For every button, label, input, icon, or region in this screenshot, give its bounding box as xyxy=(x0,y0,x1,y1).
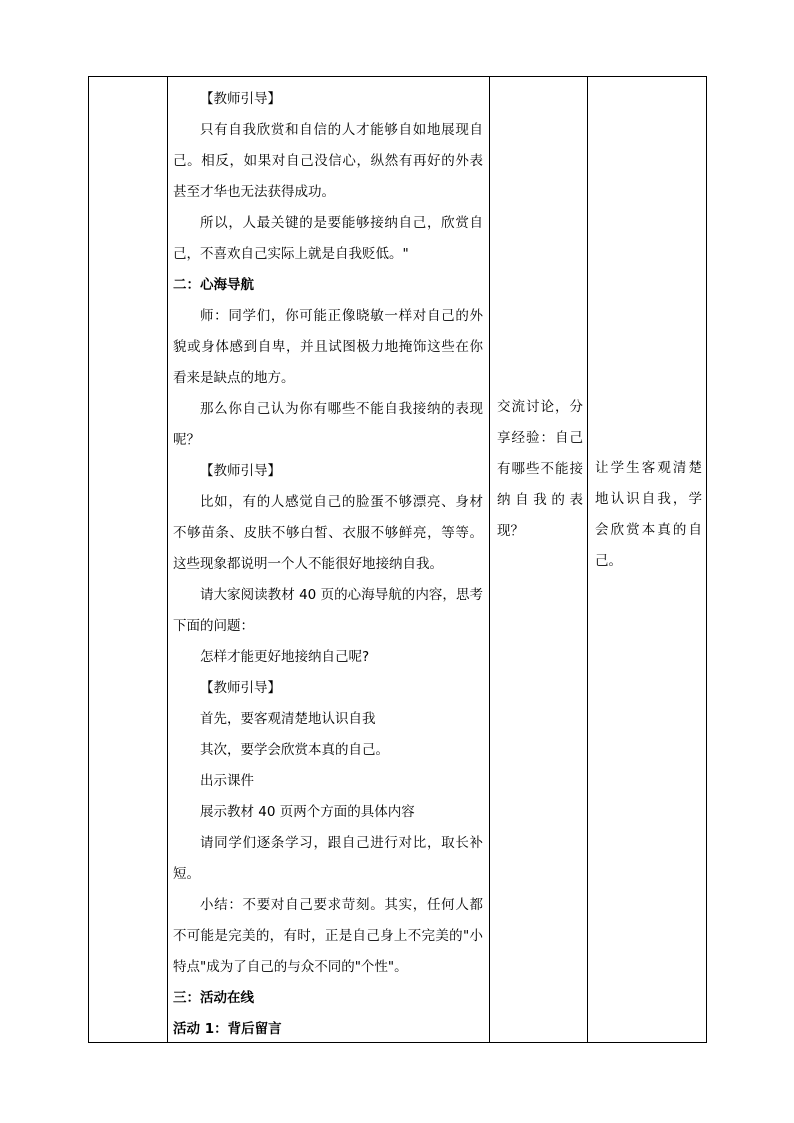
activity-heading: 活动 1：背后留言 xyxy=(173,1021,282,1037)
teacher-guide-heading: 【教师引导】 xyxy=(200,463,281,479)
lesson-plan-table xyxy=(88,76,707,1043)
content-paragraph: 其次，要学会欣赏本真的自己。 xyxy=(200,742,389,758)
table-column-section xyxy=(89,77,168,1042)
content-paragraph: 请同学们逐条学习，跟自己进行对比，取长补短。 xyxy=(173,835,483,882)
content-paragraph: 出示课件 xyxy=(200,773,254,789)
table-column-design-intent xyxy=(588,77,706,1042)
content-paragraph: 请大家阅读教材 40 页的心海导航的内容，思考下面的问题： xyxy=(173,587,483,634)
content-paragraph: 所以，人最关键的是要能够接纳自己，欣赏自己，不喜欢自己实际上就是自我贬低。" xyxy=(173,215,483,262)
content-paragraph: 小结：不要对自己要求苛刻。其实，任何人都不可能是完美的，有时，正是自己身上不完美的"小特点"成为了自己的与众不同的"个性"。 xyxy=(173,897,483,975)
teacher-guide-heading: 【教师引导】 xyxy=(200,680,281,696)
section-heading: 三：活动在线 xyxy=(173,990,254,1006)
design-intent-text: 让学生客观清楚地认识自我，学会欣赏本真的自己。 xyxy=(595,460,702,569)
content-paragraph: 比如，有的人感觉自己的脸蛋不够漂亮、身材不够苗条、皮肤不够白皙、衣服不够鲜亮，等等。这些现象都说明一个人不能很好地接纳自我。 xyxy=(173,494,483,572)
student-activity-text: 交流讨论，分享经验：自己有哪些不能接纳自我的表现？ xyxy=(497,399,583,539)
content-paragraph: 首先，要客观清楚地认识自我 xyxy=(200,711,376,727)
table-column-student-activity xyxy=(490,77,588,1042)
content-paragraph: 那么你自己认为你有哪些不能自我接纳的表现呢？ xyxy=(173,401,483,448)
teacher-guide-heading: 【教师引导】 xyxy=(200,91,281,107)
section-heading: 二：心海导航 xyxy=(173,277,254,293)
content-paragraph: 只有自我欣赏和自信的人才能够自如地展现自己。相反，如果对自己没信心，纵然有再好的外表甚至才华也无法获得成功。 xyxy=(173,122,483,200)
content-paragraph: 展示教材 40 页两个方面的具体内容 xyxy=(200,804,415,820)
content-paragraph: 怎样才能更好地接纳自己呢? xyxy=(200,649,370,665)
content-paragraph: 师：同学们，你可能正像晓敏一样对自己的外貌或身体感到自卑，并且试图极力地掩饰这些在你看来是缺点的地方。 xyxy=(173,308,483,386)
table-column-teaching-content xyxy=(168,77,490,1042)
teaching-content xyxy=(173,84,483,1045)
